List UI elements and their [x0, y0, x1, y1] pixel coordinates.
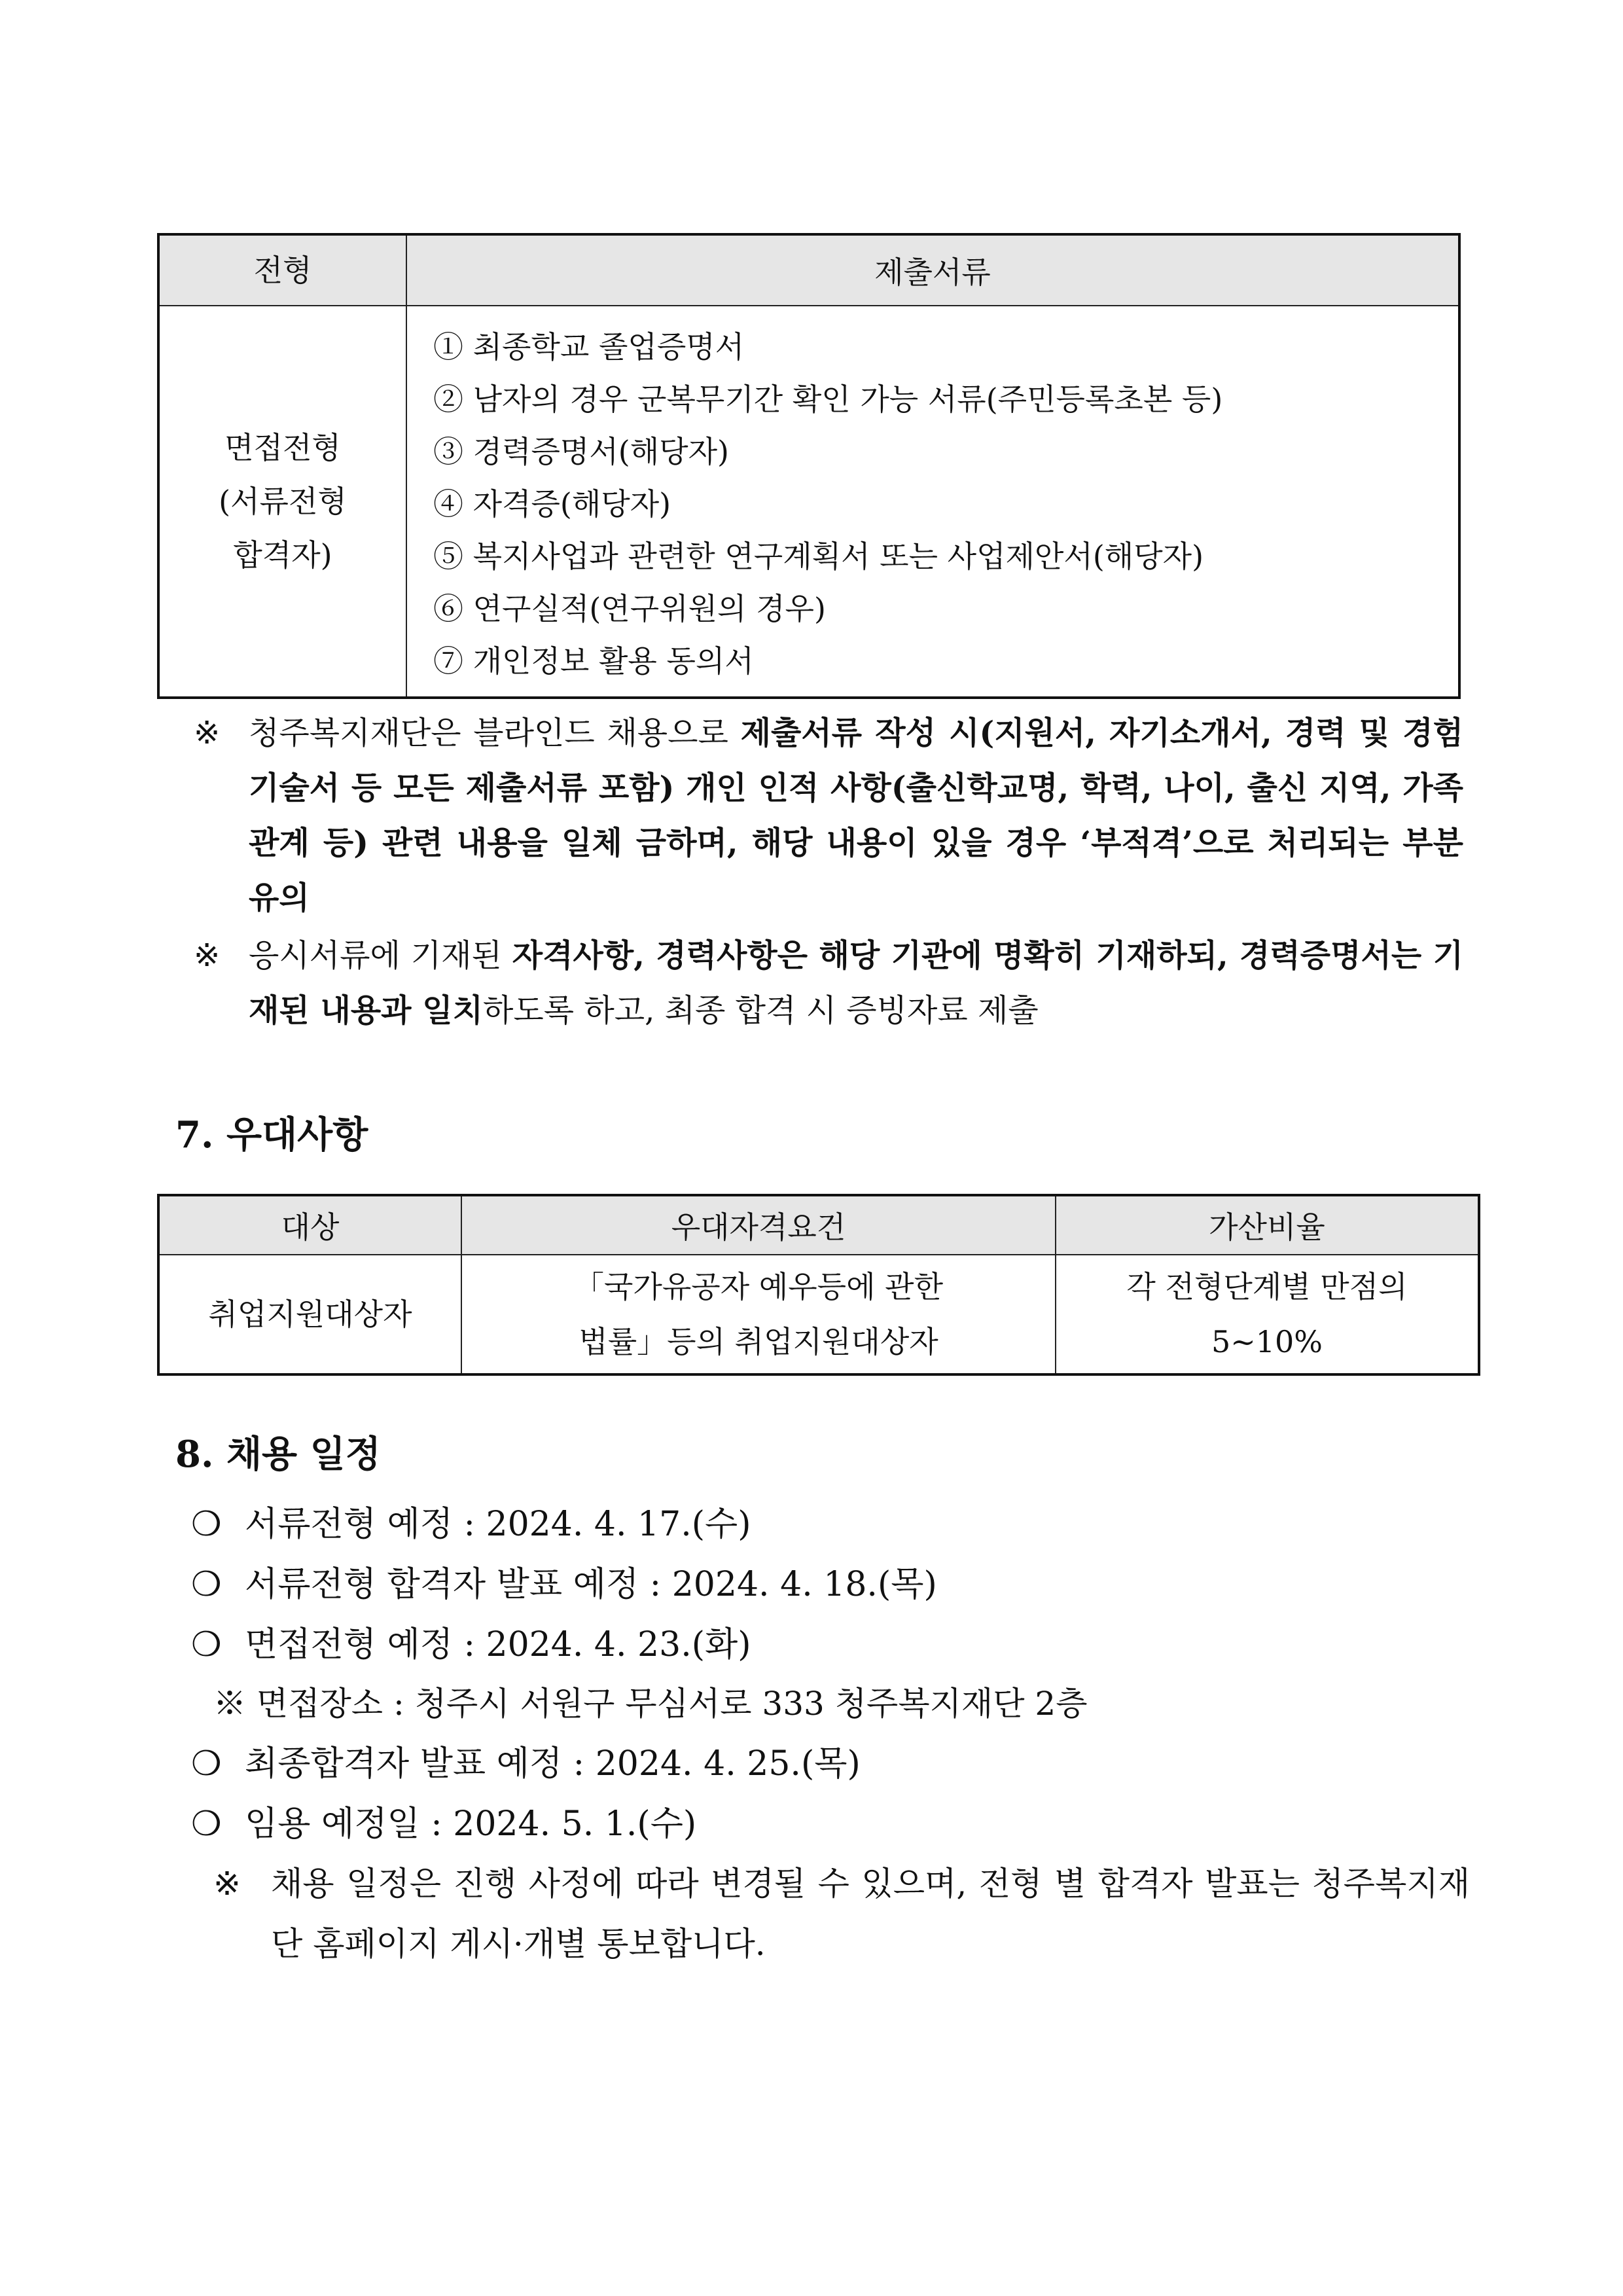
note-text: 채용 일정은 진행 사정에 따라 변경될 수 있으며, 전형 별 합격자 발표는 청주복지재단 홈페이지 게시·개별 통보합니다.	[271, 1865, 1470, 1963]
section-8-title: 8. 채용 일정	[175, 1433, 381, 1476]
header-target: 대상	[158, 1195, 461, 1255]
note-mark: ※	[194, 715, 221, 751]
documents-table-header	[158, 234, 1459, 306]
note-plain: 응시서류에 기재된	[249, 937, 512, 974]
type-line: 면접전형	[224, 430, 341, 465]
doc-item: ⑦ 개인정보 활용 동의서	[433, 643, 754, 679]
preference-table-header	[158, 1195, 1479, 1255]
requirement-line: 「국가유공자 예우등에 관한	[573, 1269, 944, 1304]
section-7-title: 7. 우대사항	[175, 1113, 368, 1157]
header-type: 전형	[158, 234, 406, 306]
preference-table-row	[158, 1255, 1479, 1374]
schedule-text: 면접전형 예정 : 2024. 4. 23.(화)	[245, 1625, 751, 1664]
type-cell	[158, 306, 406, 698]
note-mark: ※	[194, 937, 221, 974]
docs-cell	[406, 306, 1459, 698]
ratio-cell	[1056, 1255, 1479, 1374]
schedule-text: 서류전형 합격자 발표 예정 : 2024. 4. 18.(목)	[245, 1565, 937, 1604]
schedule-item	[191, 1793, 696, 1855]
ratio-line: 각 전형단계별 만점의	[1126, 1269, 1408, 1304]
circle-bullet-icon: ❍	[191, 1565, 222, 1604]
type-line: 합격자)	[233, 537, 332, 573]
schedule-item	[191, 1733, 861, 1795]
header-ratio: 가산비율	[1056, 1195, 1479, 1255]
note-plain: 청주복지재단은 블라인드 채용으로	[249, 715, 741, 751]
documents-consistency-note	[194, 928, 1463, 1038]
venue-note: ※ 면접장소 : 청주시 서원구 무심서로 333 청주복지재단 2층	[213, 1685, 1088, 1723]
schedule-text: 서류전형 예정 : 2024. 4. 17.(수)	[245, 1505, 751, 1544]
requirement-cell	[461, 1255, 1056, 1374]
note-bold: 제출서류 작성 시(지원서, 자기소개서, 경력 및 경험기술서 등 모든 제출서류 포함) 개인 인적 사항(출신학교명, 학력, 나이, 출신 지역, 가족관계 등) 관련 내용을 일체 금하며, 해당 내용이 있을 경우 ‘부적격’으로 처리되는 부분 유의	[249, 715, 1463, 916]
schedule-item	[191, 1554, 937, 1615]
circle-bullet-icon: ❍	[191, 1625, 222, 1664]
circle-bullet-icon: ❍	[191, 1505, 222, 1544]
doc-item: ④ 자격증(해당자)	[433, 486, 671, 522]
documents-table-row	[158, 306, 1459, 698]
circle-bullet-icon: ❍	[191, 1744, 222, 1784]
note-plain: 하도록 하고, 최종 합격 시 증빙자료 제출	[483, 992, 1039, 1029]
note-text	[249, 706, 1463, 925]
header-docs: 제출서류	[406, 234, 1459, 306]
schedule-text: 최종합격자 발표 예정 : 2024. 4. 25.(목)	[245, 1744, 861, 1784]
schedule-item	[191, 1494, 751, 1555]
doc-item: ⑤ 복지사업과 관련한 연구계획서 또는 사업제안서(해당자)	[433, 539, 1204, 574]
schedule-change-note	[213, 1854, 1470, 1974]
blind-hiring-note	[194, 706, 1463, 925]
note-text	[249, 928, 1463, 1038]
note-bold: 자격사항, 경력사항은 해당 기관에 명확히 기재하되, 경력증명서는 기재된 내용과 일치	[249, 937, 1463, 1029]
doc-item: ② 남자의 경우 군복무기간 확인 가능 서류(주민등록초본 등)	[433, 382, 1223, 417]
type-line: (서류전형	[219, 484, 347, 519]
doc-item: ③ 경력증명서(해당자)	[433, 434, 730, 469]
target-cell: 취업지원대상자	[158, 1255, 461, 1374]
circle-bullet-icon: ❍	[191, 1804, 222, 1844]
doc-item: ① 최종학교 졸업증명서	[433, 329, 745, 365]
preference-table	[157, 1194, 1480, 1376]
schedule-text: 임용 예정일 : 2024. 5. 1.(수)	[245, 1804, 697, 1844]
ratio-line: 5~10%	[1211, 1324, 1323, 1359]
header-requirement: 우대자격요건	[461, 1195, 1056, 1255]
schedule-item	[191, 1614, 751, 1676]
note-mark: ※	[213, 1865, 241, 1903]
documents-table	[157, 233, 1461, 699]
requirement-line: 법률」등의 취업지원대상자	[579, 1324, 938, 1359]
doc-item: ⑥ 연구실적(연구위원의 경우)	[433, 591, 826, 626]
